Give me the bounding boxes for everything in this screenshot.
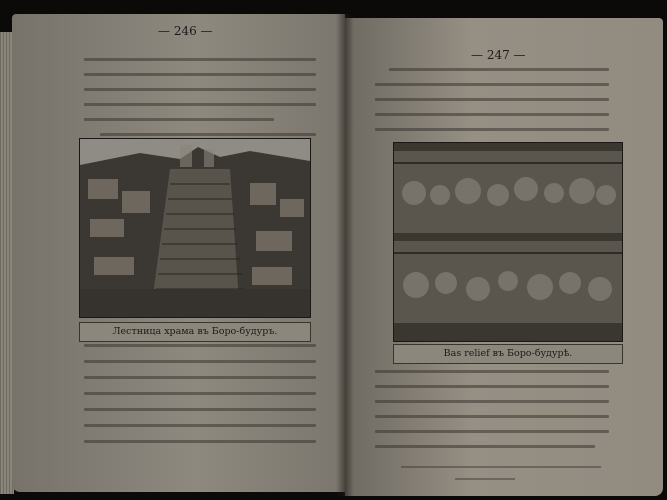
left-text-line bbox=[100, 133, 316, 136]
right-caption-box bbox=[393, 344, 623, 364]
right-text-line bbox=[389, 68, 609, 71]
left-text-line bbox=[84, 103, 316, 106]
left-text-line bbox=[84, 58, 316, 61]
left-text-line bbox=[84, 440, 316, 443]
left-text-line bbox=[84, 424, 316, 427]
right-text-line bbox=[375, 128, 609, 131]
right-text-line bbox=[375, 430, 609, 433]
right-text-line bbox=[375, 83, 609, 86]
right-text-line bbox=[375, 400, 609, 403]
left-text-line bbox=[84, 118, 274, 121]
right-photo-bas-relief bbox=[393, 142, 623, 342]
left-text-line bbox=[84, 392, 316, 395]
right-text-line bbox=[375, 385, 609, 388]
right-text-line bbox=[375, 370, 609, 373]
left-text-line bbox=[84, 344, 316, 347]
left-photo-stairway bbox=[79, 138, 311, 318]
right-text-line bbox=[375, 113, 609, 116]
left-page-number: — 246 — bbox=[158, 24, 213, 38]
left-text-line bbox=[84, 360, 316, 363]
left-caption: Лестница храма въ Боро-будуръ. bbox=[112, 326, 278, 337]
footnote-line bbox=[455, 478, 515, 480]
left-text-line bbox=[84, 88, 316, 91]
right-text-line bbox=[375, 445, 595, 448]
footnote-line bbox=[401, 466, 601, 468]
left-text-line bbox=[84, 73, 316, 76]
left-text-line bbox=[84, 376, 316, 379]
right-page-number: — 247 — bbox=[471, 48, 526, 62]
left-text-line bbox=[84, 408, 316, 411]
left-caption-box bbox=[79, 322, 311, 342]
right-text-line bbox=[375, 415, 609, 418]
left-page bbox=[12, 14, 345, 492]
right-caption: Bas relief въ Боро-будурѣ. bbox=[443, 348, 573, 359]
book-gutter bbox=[336, 14, 354, 496]
right-text-line bbox=[375, 98, 609, 101]
right-page bbox=[345, 18, 663, 496]
